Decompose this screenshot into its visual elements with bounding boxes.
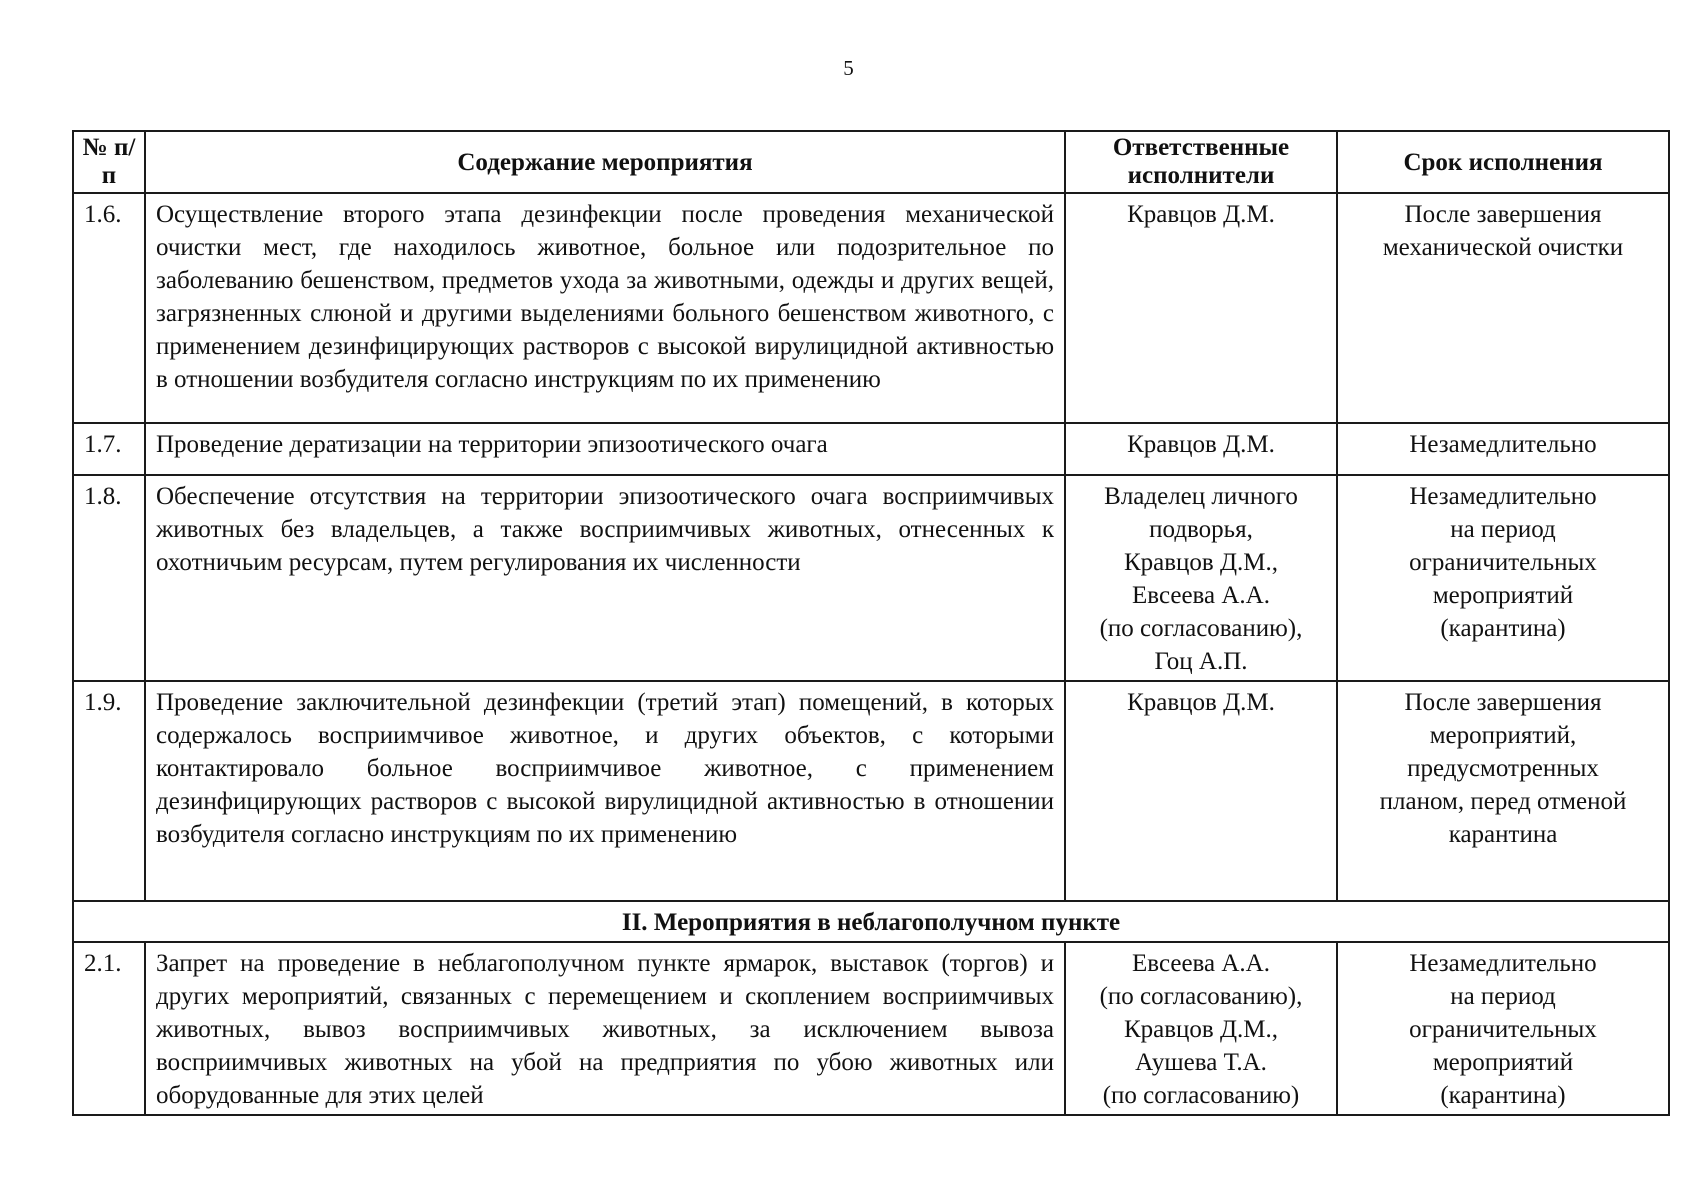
row-content: Проведение заключительной дезинфекции (третий этап) помещений, в которых содержалось восприимчивое животное, и других объектов, с которыми контактировало больное восприимчивое животное, с применением дезинфицирующих растворов с высокой вирулицидной активностью в отношении возбудителя согласно инструкциям по их применению [145, 681, 1065, 901]
responsible-line: Евсеева А.А. [1132, 950, 1270, 977]
responsible-line: Кравцов Д.М., [1123, 549, 1279, 576]
row-number: 1.7. [73, 423, 145, 475]
responsible-line: Кравцов Д.М. [1127, 689, 1275, 716]
row-number: 1.9. [73, 681, 145, 901]
term-line: ограничительных [1409, 549, 1597, 576]
table-row [73, 681, 1669, 901]
term-line: предусмотренных [1407, 755, 1599, 782]
term-line: мероприятий, [1429, 722, 1577, 749]
row-content: Обеспечение отсутствия на территории эпизоотического очага восприимчивых животных без владельцев, а также восприимчивых животных, отнесенных к охотничьим ресурсам, путем регулирования их численности [145, 475, 1065, 681]
term-line: мероприятий [1432, 1049, 1574, 1076]
table-row [73, 193, 1669, 423]
term-line: Незамедлительно [1409, 431, 1597, 458]
term-line: планом, перед отменой [1379, 788, 1627, 815]
term-line: на период [1450, 983, 1556, 1010]
row-number: 2.1. [73, 942, 145, 1115]
row-number: 1.8. [73, 475, 145, 681]
responsible-line: Гоц А.П. [1154, 648, 1248, 675]
row-term [1337, 423, 1669, 475]
term-line: карантина [1448, 821, 1558, 848]
term-line: мероприятий [1432, 582, 1574, 609]
term-line: После завершения [1404, 201, 1602, 228]
row-responsible [1065, 475, 1337, 681]
row-content: Запрет на проведение в неблагополучном пункте ярмарок, выставок (торгов) и других мероприятий, связанных с перемещением и скоплением восприимчивых животных, вывоз восприимчивых животных, за исключением вывоза восприимчивых животных на убой на предприятия по убою животных или оборудованные для этих целей [145, 942, 1065, 1115]
row-number: 1.6. [73, 193, 145, 423]
responsible-line: (по согласованию), [1099, 615, 1303, 642]
header-term: Срок исполнения [1337, 131, 1669, 193]
responsible-line: Евсеева А.А. [1132, 582, 1270, 609]
responsible-line: Владелец личного [1104, 483, 1298, 510]
table-header-row [73, 131, 1669, 193]
row-term [1337, 193, 1669, 423]
section-row [73, 901, 1669, 942]
term-line: (карантина) [1440, 1082, 1566, 1109]
responsible-line: (по согласованию), [1099, 983, 1303, 1010]
row-responsible [1065, 681, 1337, 901]
header-content: Содержание мероприятия [145, 131, 1065, 193]
term-line: Незамедлительно [1409, 483, 1597, 510]
term-line: После завершения [1404, 689, 1602, 716]
action-plan-table [72, 130, 1670, 1116]
responsible-line: (по согласованию) [1102, 1082, 1300, 1109]
term-line: Незамедлительно [1409, 950, 1597, 977]
responsible-line: Кравцов Д.М. [1127, 431, 1275, 458]
row-term [1337, 475, 1669, 681]
header-number: № п/п [73, 131, 145, 193]
row-responsible [1065, 193, 1337, 423]
section-title: II. Мероприятия в неблагополучном пункте [73, 901, 1669, 942]
row-content: Проведение дератизации на территории эпизоотического очага [145, 423, 1065, 475]
responsible-line: Кравцов Д.М., [1123, 1016, 1279, 1043]
table-row [73, 475, 1669, 681]
responsible-line: Кравцов Д.М. [1127, 201, 1275, 228]
row-content: Осуществление второго этапа дезинфекции после проведения механической очистки мест, где находилось животное, больное или подозрительное по заболеванию бешенством, предметов ухода за животными, одежды и других вещей, загрязненных слюной и другими выделениями больного бешенством животного, с применением дезинфицирующих растворов с высокой вирулицидной активностью в отношении возбудителя согласно инструкциям по их применению [145, 193, 1065, 423]
header-responsible: Ответственные исполнители [1065, 131, 1337, 193]
term-line: на период [1450, 516, 1556, 543]
table-row [73, 423, 1669, 475]
table-row [73, 942, 1669, 1115]
row-responsible [1065, 942, 1337, 1115]
row-term [1337, 681, 1669, 901]
responsible-line: Аушева Т.А. [1135, 1049, 1267, 1076]
row-responsible [1065, 423, 1337, 475]
row-term [1337, 942, 1669, 1115]
responsible-line: подворья, [1149, 516, 1253, 543]
page-number: 5 [843, 56, 854, 80]
term-line: (карантина) [1440, 615, 1566, 642]
term-line: механической очистки [1382, 234, 1624, 261]
term-line: ограничительных [1409, 1016, 1597, 1043]
